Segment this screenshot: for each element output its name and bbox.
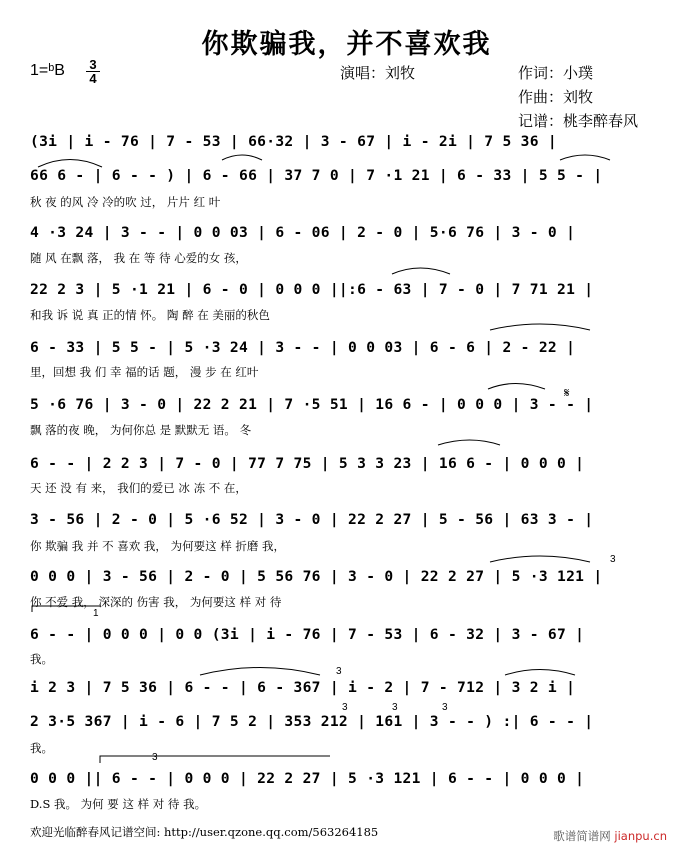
singer-credit: 演唱：刘牧 [340,64,416,82]
notation-row: 6 - - | 2 2 3 | 7 - 0 | 77 7 75 | 5 3 3 23 | 16 6 - | 0 0 0 | [30,455,585,472]
watermark-domain: jianpu.cn [614,829,667,843]
tie-mark [392,268,450,274]
notation-row: 2 3·5 367 | i - 6 | 7 5 2 | 353 212 | 161 | 3 - - ) :| 6 - - | [30,713,594,730]
tie-mark [200,668,320,676]
time-signature-bottom: 4 [86,71,100,85]
notation-row: 66 6 - | 6 - - ) | 6 - 66 | 37 7 0 | 7 ·1 21 | 6 - 33 | 5 5 - | [30,167,603,184]
tie-mark [505,670,575,676]
volta-bracket [100,756,330,763]
triplet-marker: 3 [342,702,348,713]
notation-row: 0 0 0 || 6 - - | 0 0 0 | 22 2 27 | 5 ·3 121 | 6 - - | 0 0 0 | [30,770,585,787]
triplet-marker: 3 [442,702,448,713]
lyric-row: 我。 [30,741,53,755]
lyric-row: 我。 [30,652,53,666]
segno-sign: 𝄋 [564,385,570,400]
lyricist-credit: 作词：小璞 [518,64,594,82]
footer-credit: 欢迎光临醉春风记谱空间: http://user.qzone.qq.com/563264185 [30,825,379,839]
notation-row: 0 0 0 | 3 - 56 | 2 - 0 | 5 56 76 | 3 - 0 | 22 2 27 | 5 ·3 121 | [30,568,603,585]
notation-row: (3i | i - 76 | 7 - 53 | 66·32 | 3 - 67 | i - 2i | 7 5 36 | [30,133,557,150]
notation-row: 4 ·3 24 | 3 - - | 0 0 03 | 6 - 06 | 2 - 0 | 5·6 76 | 3 - 0 | [30,224,576,241]
lyric-row: D.S 我。 为何 要 这 样 对 待 我。 [30,797,207,811]
lyric-row: 秋 夜 的风 冷 冷的吹 过， 片片 红 叶 [30,195,221,209]
transcriber-credit: 记谱：桃李醉春风 [518,112,639,130]
lyric-row: 和我 诉 说 真 正的情 怀。 陶 醉 在 美丽的秋色 [30,308,270,322]
volta-bracket [32,606,100,612]
lyric-row: 里，回想 我 们 幸 福的话 题， 漫 步 在 红叶 [30,365,259,379]
triplet-marker: 3 [392,702,398,713]
lyric-row: 你 不爱 我， 深深的 伤害 我， 为何要这 样 对 待 [30,595,282,609]
tie-mark [488,384,545,390]
tie-mark [438,440,500,445]
notation-row: 6 - 33 | 5 5 - | 5 ·3 24 | 3 - - | 0 0 03 | 6 - 6 | 2 - 22 | [30,339,576,356]
notation-row: 3 - 56 | 2 - 0 | 5 ·6 52 | 3 - 0 | 22 2 27 | 5 - 56 | 63 3 - | [30,511,594,528]
triplet-marker: 3 [610,554,616,565]
tie-mark [490,324,590,330]
tie-mark [560,155,610,160]
notation-row: 6 - - | 0 0 0 | 0 0 (3i | i - 76 | 7 - 53 | 6 - 32 | 3 - 67 | [30,626,585,643]
key-signature: 1=ᵇB [30,62,65,79]
song-title: 你欺骗我，并不喜欢我 [201,29,492,60]
lyric-row: 随 风 在飘 落， 我 在 等 待 心爱的女 孩， [30,251,247,265]
volta-number: 1 [93,608,99,619]
notation-row: i 2 3 | 7 5 36 | 6 - - | 6 - 367 | i - 2 | 7 - 712 | 3 2 i | [30,679,576,696]
lyric-row: 飘 落的夜 晚， 为何你总 是 默默无 语。 冬 [30,423,252,437]
notation-row: 22 2 3 | 5 ·1 21 | 6 - 0 | 0 0 0 ||:6 - 63 | 7 - 0 | 7 71 21 | [30,281,594,298]
composer-credit: 作曲：刘牧 [518,88,594,106]
lyric-row: 天 还 没 有 来， 我们的爱已 冰 冻 不 在， [30,481,247,495]
tie-mark [38,160,102,168]
watermark [553,828,667,844]
time-signature-top: 3 [89,57,97,72]
tie-mark [222,155,262,160]
watermark-site: 歌谱简谱网 [553,829,611,843]
triplet-marker: 3 [336,666,342,677]
lyric-row: 你 欺骗 我 并 不 喜欢 我， 为何要这 样 折磨 我， [30,539,286,553]
notation-row: 5 ·6 76 | 3 - 0 | 22 2 21 | 7 ·5 51 | 16 6 - | 0 0 0 | 3 - - | [30,396,594,413]
volta-number: 3 [152,752,158,763]
tie-mark [490,556,590,562]
